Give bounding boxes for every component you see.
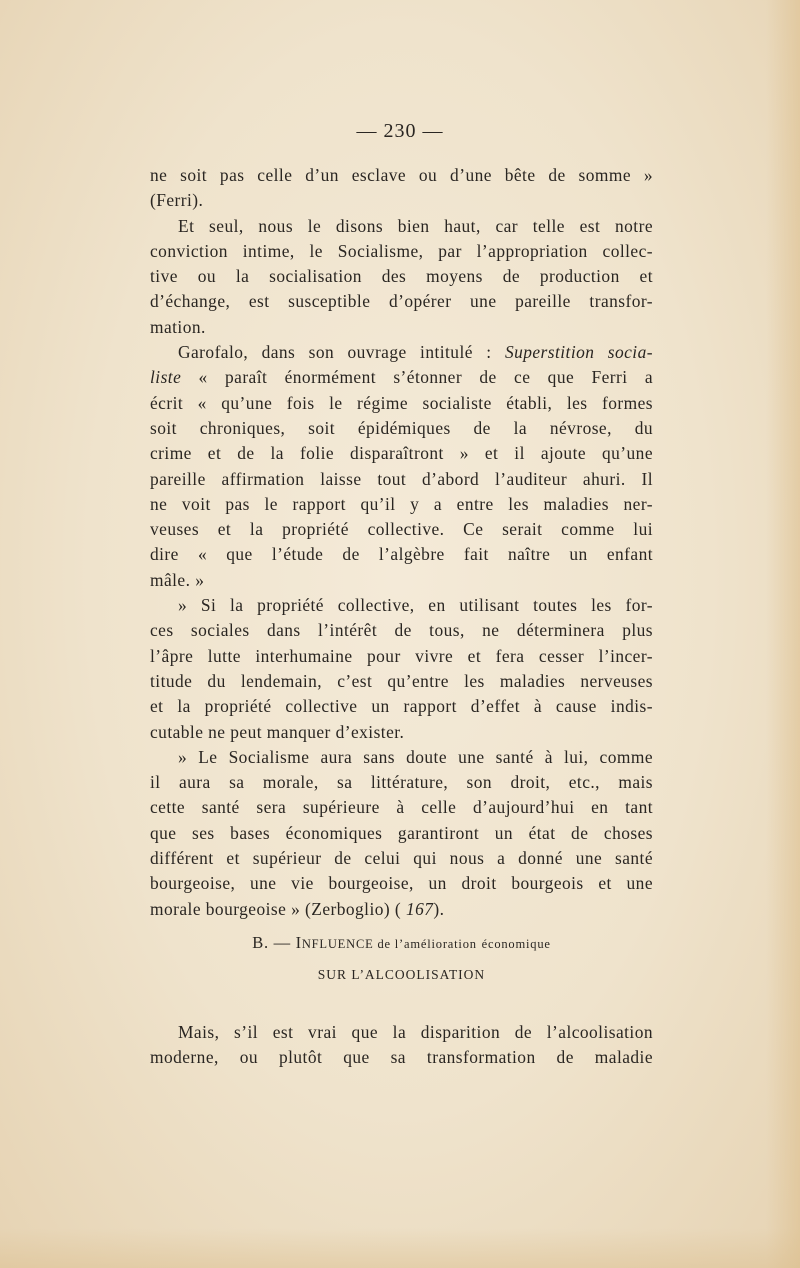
page-edge-shading-bottom [0,1228,800,1268]
text-line: dire « que l’étude de l’algèbre fait naître un enfant [150,544,653,565]
text-line: pareille affirmation laisse tout d’abord l’auditeur ahuri. Il [150,468,653,489]
text-line: titude du lendemain, c’est qu’entre les maladies nerveuses [150,670,653,691]
text-line: (Ferri). [150,190,204,211]
text-line: l’âpre lutte interhumaine pour vivre et fera cesser l’incer- [150,645,653,666]
text-line: et la propriété collective un rapport d’effet à cause indis- [150,696,653,717]
heading-word: économique [481,937,551,951]
text-line: différent et supérieur de celui qui nous a donné une santé [150,848,653,869]
text-line: que ses bases économiques garantiront un état de choses [150,822,653,843]
text-line: Mais, s’il est vrai que la disparition de l’alcoolisation [178,1022,653,1042]
page-edge-shading [766,0,800,1268]
closing-paragraph [150,1020,653,1071]
text-line: crime et de la folie disparaîtront » et il ajoute qu’une [150,443,653,464]
heading-word: l’amélioration [394,937,477,951]
text-line: cette santé sera supérieure à celle d’aujourd’hui en tant [150,797,653,818]
text-line: bourgeoise, une vie bourgeoise, un droit bourgeois et une [150,873,653,894]
text-line: » Le Socialisme aura sans doute une santé à lui, comme [178,746,653,767]
text-line: Garofalo, dans son ouvrage intitulé : Superstition socia- [178,342,653,363]
text-line: soit chroniques, soit épidémiques de la névrose, du [150,417,653,438]
text-line: veuses et la propriété collective. Ce serait comme lui [150,519,653,540]
text-line: ces sociales dans l’intérêt de tous, ne déterminera plus [150,620,653,641]
text-line: tive ou la socialisation des moyens de production et [150,266,653,287]
text-line: conviction intime, le Socialisme, par l’appropriation collec- [150,240,653,261]
page-number: — 230 — [356,120,444,142]
text-line: ne voit pas le rapport qu’il y a entre les maladies ner- [150,493,653,514]
text-line: moderne, ou plutôt que sa transformation de maladie [150,1047,653,1068]
text-line: d’échange, est susceptible d’opérer une pareille transfor- [150,291,653,312]
text-line: il aura sa morale, sa littérature, son droit, etc., mais [150,772,653,793]
text-line: » Si la propriété collective, en utilisant toutes les for- [178,595,653,616]
section-heading-line2: SUR L’ALCOOLISATION [317,967,486,982]
text-line: cutable ne peut manquer d’exister. [150,721,405,742]
heading-word: NFLUENCE [301,937,374,951]
text-line: liste « paraît énormément s’étonner de ce que Ferri a [150,367,653,388]
heading-word: de [373,937,395,951]
text-line: mation. [150,316,206,337]
text-line: Et seul, nous le disons bien haut, car telle est notre [178,215,653,236]
text-line: écrit « qu’une fois le régime socialiste établi, les formes [150,392,653,413]
heading-prefix: B. — I [252,933,302,952]
text-line: ne soit pas celle d’un esclave ou d’une bête de somme » [150,165,653,185]
body-text [150,163,653,922]
section-heading [150,933,653,953]
text-line: mâle. » [150,569,205,590]
text-line: morale bourgeoise » (Zerboglio) ( 167). [150,898,445,919]
